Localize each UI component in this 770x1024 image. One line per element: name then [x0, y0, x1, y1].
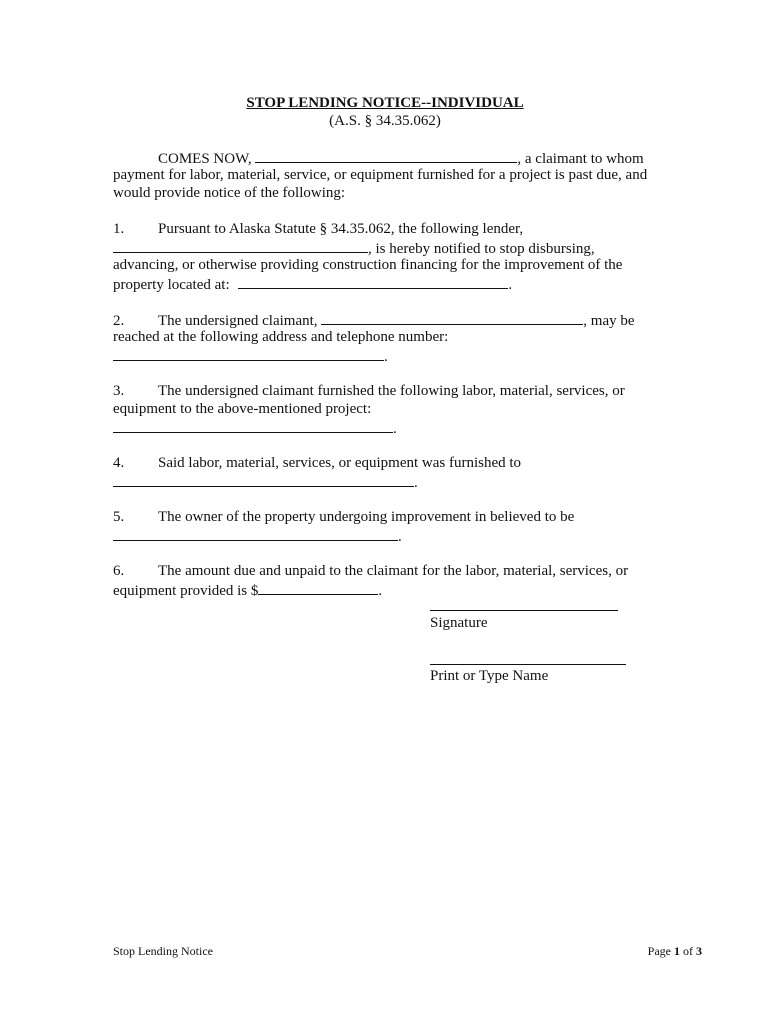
- item-1-property-label: property located at:: [113, 277, 230, 293]
- item-1-line-4: [113, 274, 512, 294]
- item-2-tail: , may be: [583, 313, 635, 329]
- item-4-period: .: [414, 475, 418, 491]
- item-6-text: The amount due and unpaid to the claimant for the labor, material, services, or: [158, 563, 629, 579]
- item-1-text: Pursuant to Alaska Statute § 34.35.062, the following lender,: [158, 221, 524, 237]
- item-2-period: .: [384, 349, 388, 365]
- print-name-line[interactable]: [430, 664, 626, 665]
- item-5-period: .: [398, 529, 402, 545]
- signature-label: Signature: [430, 615, 488, 631]
- page-total: 3: [696, 944, 702, 958]
- document-title: STOP LENDING NOTICE--INDIVIDUAL: [246, 95, 524, 111]
- item-3-line-2: equipment to the above-mentioned project:: [113, 401, 372, 417]
- property-location-field[interactable]: [238, 274, 508, 289]
- page-number: [648, 944, 702, 959]
- claimant-address-field[interactable]: [113, 346, 384, 361]
- item-6-amount-label: equipment provided is $: [113, 583, 259, 599]
- property-owner-field[interactable]: [113, 526, 398, 541]
- claimant-field[interactable]: [321, 310, 583, 325]
- item-4-text: Said labor, material, services, or equipment was furnished to: [158, 455, 522, 471]
- footer-title: Stop Lending Notice: [113, 944, 213, 958]
- item-6-line-2: [113, 580, 382, 600]
- item-4-line-2: [113, 472, 418, 492]
- item-6-number: 6.: [113, 563, 125, 579]
- item-2-line-1: [113, 310, 635, 330]
- item-1-text-2: , is hereby notified to stop disbursing,: [368, 241, 595, 257]
- item-5-line-2: [113, 526, 402, 546]
- item-3-line-3: [113, 418, 397, 438]
- item-2-line-3: [113, 346, 388, 366]
- item-1-line-1: [113, 220, 523, 238]
- item-6-line-1: [113, 562, 628, 580]
- amount-due-field[interactable]: [258, 580, 378, 595]
- item-5-line-1: [113, 508, 574, 526]
- item-3-line-1: [113, 382, 625, 400]
- item-5-number: 5.: [113, 509, 125, 525]
- item-4-line-1: [113, 454, 521, 472]
- item-1-line-3: advancing, or otherwise providing construction financing for the improvement of the: [113, 257, 623, 273]
- signature-line[interactable]: [430, 610, 618, 611]
- item-2-number: 2.: [113, 313, 125, 329]
- item-5-text: The owner of the property undergoing improvement in believed to be: [158, 509, 575, 525]
- document-subtitle: (A.S. § 34.35.062): [329, 113, 441, 129]
- intro-line-1: [158, 148, 644, 168]
- item-2-line-2: reached at the following address and telephone number:: [113, 329, 449, 345]
- intro-comes-now: COMES NOW,: [158, 151, 252, 167]
- title-block: [0, 94, 770, 130]
- item-3-text: The undersigned claimant furnished the following labor, material, services, or: [158, 383, 625, 399]
- item-3-number: 3.: [113, 383, 125, 399]
- item-4-number: 4.: [113, 455, 125, 471]
- item-1-number: 1.: [113, 221, 125, 237]
- intro-claimant-tail: , a claimant to whom: [517, 151, 644, 167]
- lender-name-field[interactable]: [113, 238, 368, 253]
- item-3-period: .: [393, 421, 397, 437]
- page-of: of: [683, 944, 693, 958]
- furnished-items-field[interactable]: [113, 418, 393, 433]
- furnished-to-field[interactable]: [113, 472, 414, 487]
- item-6-period: .: [378, 583, 383, 599]
- claimant-name-field[interactable]: [255, 148, 517, 163]
- print-name-label: Print or Type Name: [430, 668, 549, 684]
- page-current: 1: [674, 944, 680, 958]
- item-2-text: The undersigned claimant,: [158, 313, 318, 329]
- intro-line-3: would provide notice of the following:: [113, 185, 346, 201]
- item-1-line-2: [113, 238, 595, 258]
- intro-line-2: payment for labor, material, service, or equipment furnished for a project is past due, and: [113, 167, 648, 183]
- item-1-period: .: [508, 277, 513, 293]
- page-prefix: Page: [647, 944, 671, 958]
